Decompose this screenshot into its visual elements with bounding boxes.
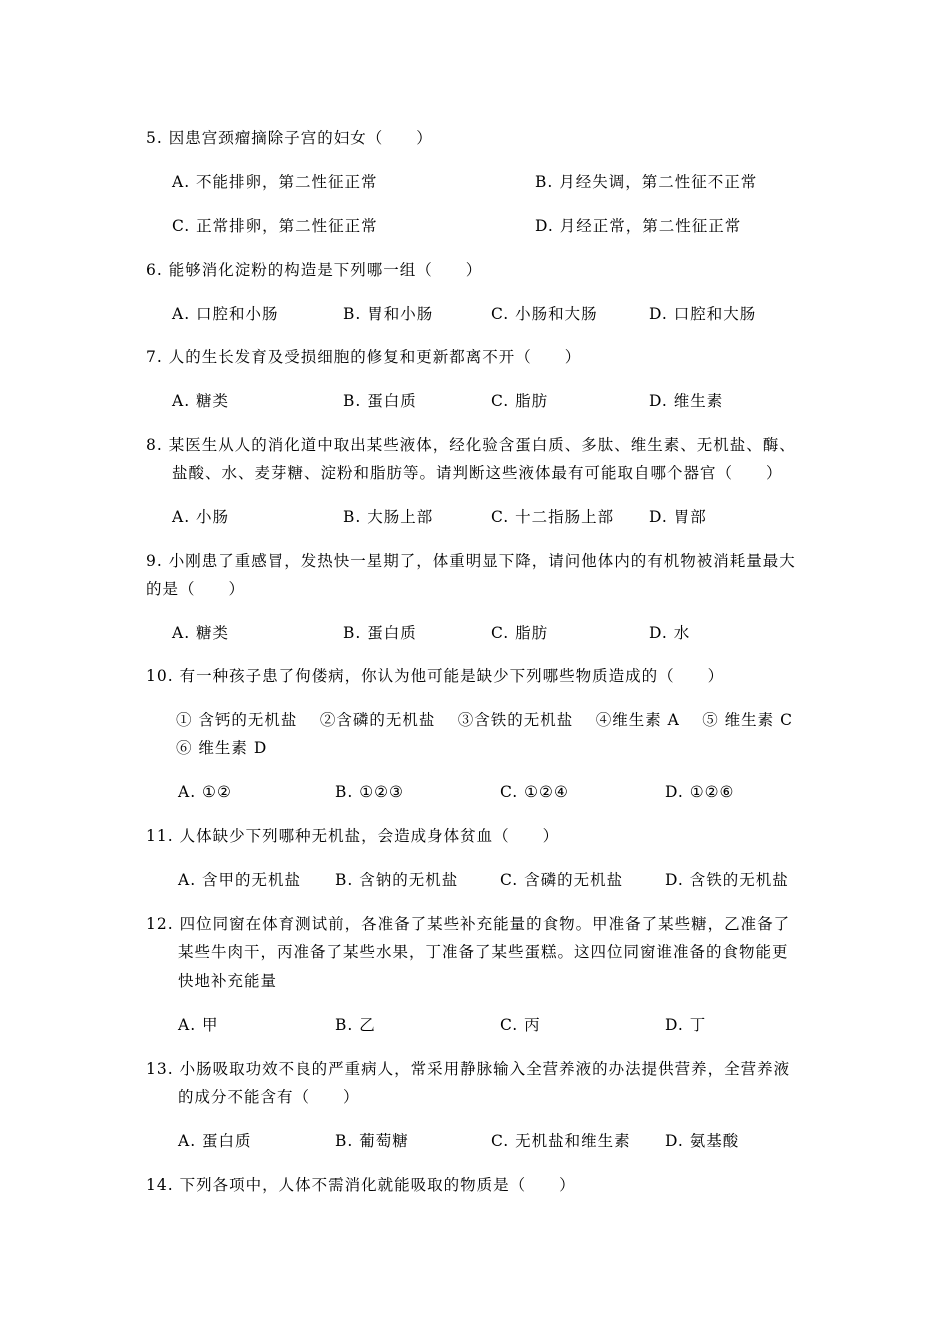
- question-8-option-a: A. 小肠: [172, 508, 230, 526]
- question-12-stem-line-1: 12. 四位同窗在体育测试前，各准备了某些补充能量的食物。甲准备了某些糖，乙准备了: [146, 915, 791, 933]
- question-12-stem-line-3: 快地补充能量: [178, 972, 278, 990]
- question-8-option-d: D. 胃部: [649, 508, 707, 526]
- question-5-option-c: C. 正常排卵，第二性征正常: [172, 217, 378, 235]
- question-8-option-c: C. 十二指肠上部: [491, 508, 615, 526]
- question-10-option-a: A. ①②: [178, 783, 232, 801]
- question-6-option-b: B. 胃和小肠: [343, 305, 434, 323]
- question-7-option-b: B. 蛋白质: [343, 392, 417, 410]
- question-12-option-c: C. 丙: [500, 1016, 541, 1034]
- question-10-option-c: C. ①②④: [500, 783, 569, 801]
- question-7-stem: 7. 人的生长发育及受损细胞的修复和更新都离不开（ ）: [146, 348, 582, 366]
- question-9-option-d: D. 水: [649, 624, 691, 642]
- question-6-option-c: C. 小肠和大肠: [491, 305, 598, 323]
- question-11-option-d: D. 含铁的无机盐: [665, 871, 789, 889]
- question-10-items-line-1: ① 含钙的无机盐 ②含磷的无机盐 ③含铁的无机盐 ④维生素 A ⑤ 维生素 C: [176, 711, 793, 729]
- question-12-option-d: D. 丁: [665, 1016, 707, 1034]
- question-11-option-b: B. 含钠的无机盐: [335, 871, 459, 889]
- question-5-stem: 5. 因患宫颈瘤摘除子宫的妇女（ ）: [146, 129, 433, 147]
- question-10-stem: 10. 有一种孩子患了佝偻病，你认为他可能是缺少下列哪些物质造成的（ ）: [146, 667, 725, 685]
- question-10-option-b: B. ①②③: [335, 783, 404, 801]
- question-7-option-c: C. 脂肪: [491, 392, 549, 410]
- question-11-option-c: C. 含磷的无机盐: [500, 871, 624, 889]
- question-12-option-a: A. 甲: [178, 1016, 219, 1034]
- question-9-stem-line-2: 的是（ ）: [146, 580, 246, 598]
- question-10-items-line-2: ⑥ 维生素 D: [176, 739, 268, 757]
- question-9-option-c: C. 脂肪: [491, 624, 549, 642]
- question-11-option-a: A. 含甲的无机盐: [178, 871, 302, 889]
- question-7-option-d: D. 维生素: [649, 392, 724, 410]
- question-13-option-b: B. 葡萄糖: [335, 1132, 409, 1150]
- question-13-stem-line-1: 13. 小肠吸取功效不良的严重病人，常采用静脉输入全营养液的办法提供营养，全营养液: [146, 1060, 791, 1078]
- question-12-stem-line-2: 某些牛肉干，丙准备了某些水果，丁准备了某些蛋糕。这四位同窗谁准备的食物能更: [178, 943, 789, 961]
- question-9-stem-line-1: 9. 小刚患了重感冒，发热快一星期了，体重明显下降，请问他体内的有机物被消耗量最大: [146, 552, 796, 570]
- question-9-option-b: B. 蛋白质: [343, 624, 417, 642]
- question-5-option-b: B. 月经失调，第二性征不正常: [535, 173, 758, 191]
- question-8-option-b: B. 大肠上部: [343, 508, 434, 526]
- question-8-stem-line-1: 8. 某医生从人的消化道中取出某些液体，经化验含蛋白质、多肽、维生素、无机盐、酶、: [146, 436, 796, 454]
- question-13-option-a: A. 蛋白质: [178, 1132, 252, 1150]
- question-13-option-d: D. 氨基酸: [665, 1132, 740, 1150]
- question-5-option-d: D. 月经正常，第二性征正常: [535, 217, 742, 235]
- question-13-option-c: C. 无机盐和维生素: [491, 1132, 631, 1150]
- question-7-option-a: A. 糖类: [172, 392, 230, 410]
- question-8-stem-line-2: 盐酸、水、麦芽糖、淀粉和脂肪等。请判断这些液体最有可能取自哪个器官（ ）: [172, 464, 783, 482]
- question-14-stem: 14. 下列各项中，人体不需消化就能吸取的物质是（ ）: [146, 1176, 576, 1194]
- question-5-option-a: A. 不能排卵，第二性征正常: [172, 173, 378, 191]
- question-9-option-a: A. 糖类: [172, 624, 230, 642]
- question-12-option-b: B. 乙: [335, 1016, 376, 1034]
- question-11-stem: 11. 人体缺少下列哪种无机盐，会造成身体贫血（ ）: [146, 827, 560, 845]
- question-13-stem-line-2: 的成分不能含有（ ）: [178, 1088, 360, 1106]
- question-10-option-d: D. ①②⑥: [665, 783, 735, 801]
- question-6-option-a: A. 口腔和小肠: [172, 305, 279, 323]
- question-6-option-d: D. 口腔和大肠: [649, 305, 757, 323]
- question-6-stem: 6. 能够消化淀粉的构造是下列哪一组（ ）: [146, 261, 483, 279]
